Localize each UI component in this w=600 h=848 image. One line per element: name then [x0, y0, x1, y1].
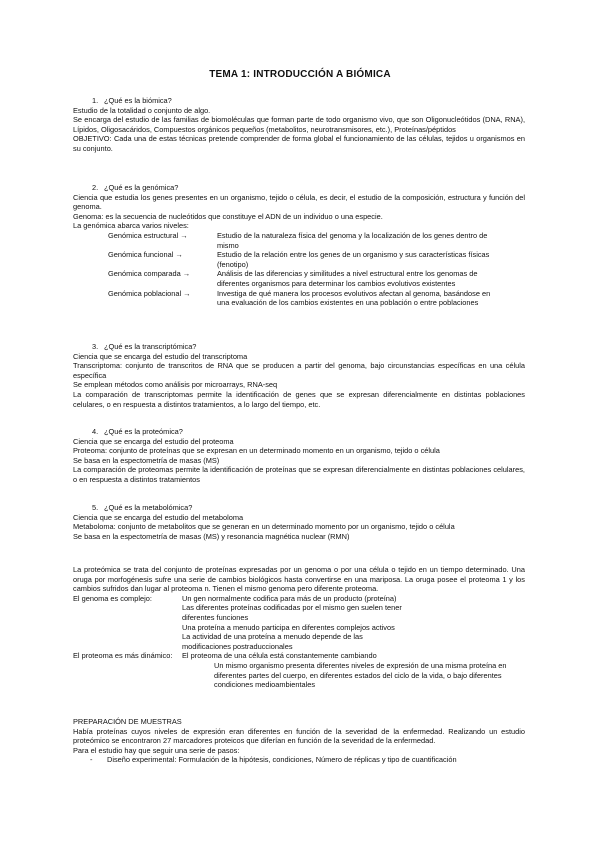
complex-label: El genoma es complejo:: [73, 593, 152, 603]
section-heading: 5. ¿Qué es la metabolómica?: [92, 503, 193, 512]
section-transcriptomica: [73, 342, 525, 409]
paragraph: La comparación de proteomas permite la identificación de proteínas que se expresan diferencialmente en distintas poblaciones celulares, o en respuesta a distintos tratamientos: [73, 465, 525, 484]
paragraph: Ciencia que se encarga del estudio del metaboloma: [73, 512, 244, 522]
paragraph: Transcriptoma: conjunto de transcritos de RNA que se producen a partir del genoma, bajo circunstancias específicas en una célula específica: [73, 361, 525, 380]
section-sample-preparation: [73, 717, 525, 765]
proteomics-explanation: [73, 565, 525, 690]
paragraph: Genoma: es la secuencia de nucleótidos que constituye el ADN de un individuo o una especie.: [73, 211, 383, 221]
section-biomica: [73, 96, 525, 154]
paragraph: Estudio de la totalidad o conjunto de algo.: [73, 105, 211, 115]
section-heading: 2. ¿Qué es la genómica?: [92, 183, 179, 192]
paragraph: Se encarga del estudio de las familias de biomoléculas que forman parte de todo organismo vivo, que son Oligonucleótidos (DNA, RNA), Lípidos, Oligosacáridos, Compuestos orgánicos pequeños (metabolitos, neurotransmisores, etc.), Proteínas/péptidos: [73, 115, 525, 134]
paragraph: Proteoma: conjunto de proteínas que se expresan en un determinado momento en un organismo, tejido o célula: [73, 446, 440, 456]
document-title: TEMA 1: INTRODUCCIÓN A BIÓMICA: [209, 69, 391, 80]
section-metabolomica: [73, 503, 525, 541]
section-heading: 4. ¿Qué es la proteómica?: [92, 427, 183, 436]
bullet-dash: -: [90, 755, 93, 765]
dynamic-item: El proteoma de una célula está constantemente cambiando: [182, 651, 377, 661]
section-genomica: [73, 183, 525, 308]
section-heading: 1. ¿Qué es la biómica?: [92, 96, 172, 105]
paragraph: La genómica abarca varios niveles:: [73, 221, 189, 231]
paragraph: Había proteínas cuyos niveles de expresión eran diferentes en función de la severidad de la enfermedad. Realizando un estudio proteómico se encontraron 27 marcadores proteicos que diferían en función de la severidad de la enfermedad.: [73, 726, 525, 746]
section-proteomica: [73, 427, 525, 485]
paragraph: Se emplean métodos como análisis por microarrays, RNA-seq: [73, 380, 278, 390]
genomics-level-row: Genómica estructural → Estudio de la naturaleza física del genoma y la localización de los genes dentro de mismo: [108, 230, 488, 250]
genomics-level-row: Genómica poblacional → Investiga de qué manera los procesos evolutivos afectan al genoma, basándose en una evaluación de los cambios existentes en una población o entre poblaciones: [108, 288, 491, 308]
section-heading: 3. ¿Qué es la transcriptómica?: [92, 342, 197, 351]
paragraph: Ciencia que se encarga del estudio del transcriptoma: [73, 351, 248, 361]
complex-item: Una proteína a menudo participa en diferentes complejos activos: [182, 622, 395, 632]
paragraph: Ciencia que se encarga del estudio del proteoma: [73, 436, 234, 446]
proteome-dynamic-row: [73, 651, 525, 661]
list-item: [90, 755, 525, 765]
paragraph: OBJETIVO: Cada una de estas técnicas pretende comprender de forma global el funcionamiento de las células, tejidos u organismos en su conjunto.: [73, 134, 525, 153]
paragraph: Se basa en la espectometría de masas (MS): [73, 455, 220, 465]
dynamic-item: Un mismo organismo presenta diferentes niveles de expresión de una misma proteína en diferentes partes del cuerpo, en diferentes estados del ciclo de la vida, o bajo diferentes condiciones medioambientales: [214, 660, 507, 690]
paragraph: Metaboloma: conjunto de metabolitos que se generan en un determinado momento por un organismo, tejido o célula: [73, 522, 455, 532]
paragraph: Ciencia que estudia los genes presentes en un organismo, tejido o célula, es decir, el estudio de la composición, estructura y función del genoma.: [73, 192, 525, 212]
complex-item: Las diferentes proteínas codificadas por el mismo gen suelen tener diferentes funciones: [182, 603, 402, 622]
section-heading: PREPARACIÓN DE MUESTRAS: [73, 717, 182, 726]
paragraph: Se basa en la espectometría de masas (MS) y resonancia magnética nuclear (RMN): [73, 531, 350, 541]
complex-item: Un gen normalmente codifica para más de un producto (proteína): [182, 593, 397, 603]
dynamic-label: El proteoma es más dinámico:: [73, 651, 173, 661]
genomics-level-row: Genómica comparada → Análisis de las diferencias y similitudes a nivel estructural entre los genomas de diferentes organismos para determinar los cambios evolutivos existentes: [108, 269, 478, 288]
genome-complex-row: [73, 594, 525, 604]
paragraph: La proteómica se trata del conjunto de proteínas expresadas por un genoma o por una célula o tejido en un tiempo determinado. Una oruga por morfogénesis sufre una serie de cambios biológicos hasta convertirse en una mariposa. La oruga posee el proteoma 1 y los cambios sufridos dan lugar al proteoma n. Tienen el mismo genoma pero diferente proteoma.: [73, 565, 525, 594]
complex-item: La actividad de una proteína a menudo depende de las modificaciones postraduccionales: [182, 632, 363, 651]
paragraph: La comparación de transcriptomas permite la identificación de genes que se expresan diferencialmente en distintas poblaciones celulares, o en respuesta a distintos tratamientos, a lo largo del tiempo, etc.: [73, 389, 525, 409]
genomics-level-row: Genómica funcional → Estudio de la relación entre los genes de un organismo y sus características físicas (fenotipo): [108, 250, 490, 269]
bullet-text: Diseño experimental: Formulación de la hipótesis, condiciones, Número de réplicas y tipo de cuantificación: [107, 755, 457, 765]
paragraph: Para el estudio hay que seguir una serie de pasos:: [73, 745, 240, 755]
